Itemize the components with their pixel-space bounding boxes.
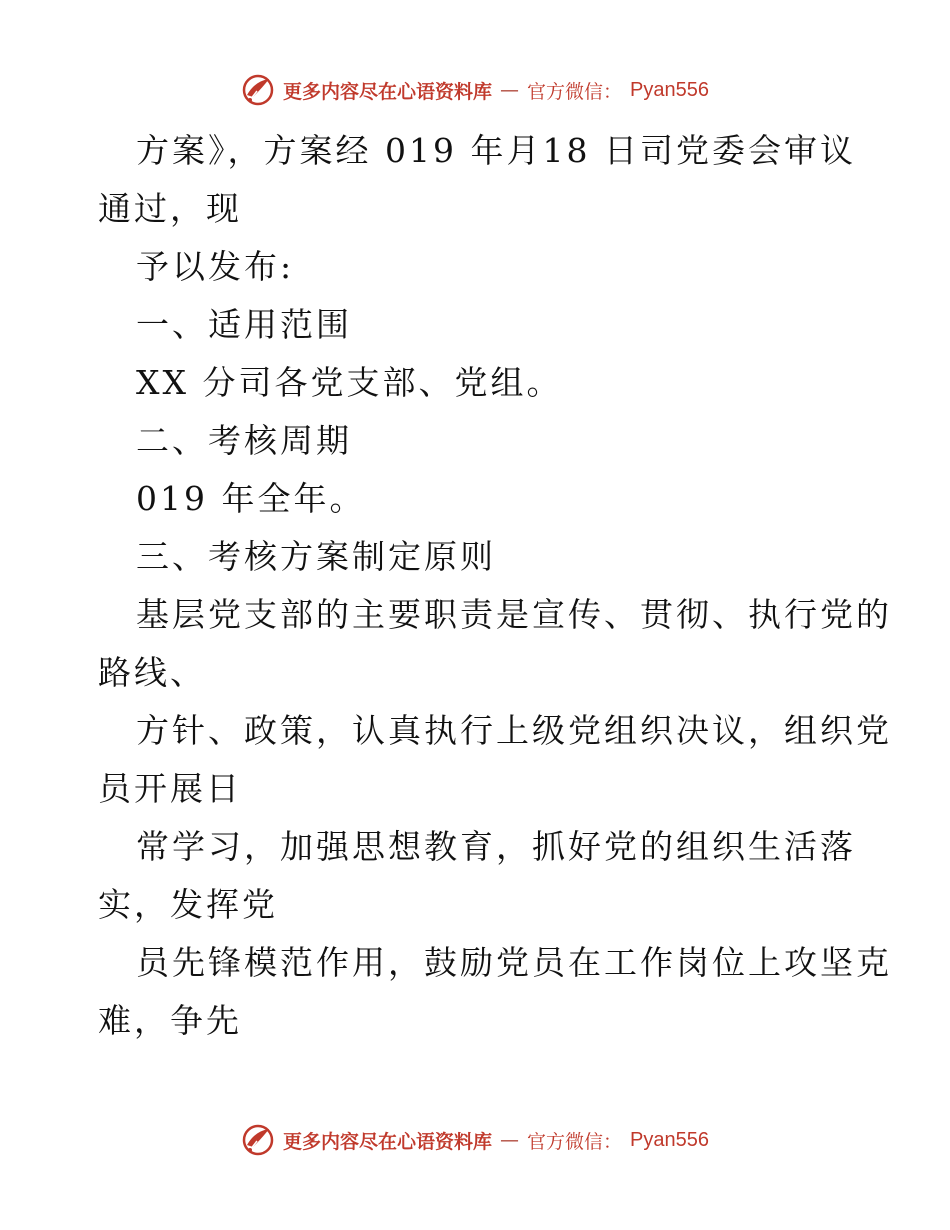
text-line: 019 年全年。 bbox=[136, 479, 366, 518]
quill-logo-icon bbox=[241, 1123, 275, 1157]
text-line: 通过，现 bbox=[98, 189, 242, 228]
text-line: 基层党支部的主要职责是宣传、贯彻、执行党的 bbox=[136, 595, 892, 634]
banner-wechat-label: 官方微信： bbox=[527, 80, 623, 103]
section-heading: 三、考核方案制定原则 bbox=[136, 537, 496, 576]
text-line: 予以发布: bbox=[136, 247, 295, 286]
text-line: 方针、政策，认真执行上级党组织决议，组织党 bbox=[136, 711, 892, 750]
banner-main-text: 更多内容尽在心语资料库 bbox=[283, 1130, 493, 1153]
banner-separator: — bbox=[500, 1129, 520, 1151]
footer-banner bbox=[0, 1120, 950, 1160]
text-line: 难，争先 bbox=[98, 1001, 242, 1040]
section-heading: 二、考核周期 bbox=[136, 421, 352, 460]
banner-wechat-id: Pyan556 bbox=[630, 78, 709, 101]
header-banner bbox=[0, 70, 950, 110]
quill-logo-icon bbox=[241, 73, 275, 107]
text-line: 员先锋模范作用，鼓励党员在工作岗位上攻坚克 bbox=[136, 943, 892, 982]
banner-wechat-id: Pyan556 bbox=[630, 1128, 709, 1151]
text-line: 员开展日 bbox=[98, 769, 242, 808]
text-line: XX 分司各党支部、党组。 bbox=[136, 363, 563, 402]
banner-wechat-label: 官方微信： bbox=[527, 1130, 623, 1153]
text-line: 路线、 bbox=[98, 653, 206, 692]
banner-separator: — bbox=[500, 79, 520, 101]
text-line: 常学习，加强思想教育，抓好党的组织生活落 bbox=[136, 827, 856, 866]
text-line: 实，发挥党 bbox=[98, 885, 278, 924]
banner-main-text: 更多内容尽在心语资料库 bbox=[283, 80, 493, 103]
section-heading: 一、适用范围 bbox=[136, 305, 352, 344]
text-line: 方案》，方案经 019 年月18 日司党委会审议 bbox=[136, 131, 856, 170]
document-body bbox=[98, 122, 892, 1050]
